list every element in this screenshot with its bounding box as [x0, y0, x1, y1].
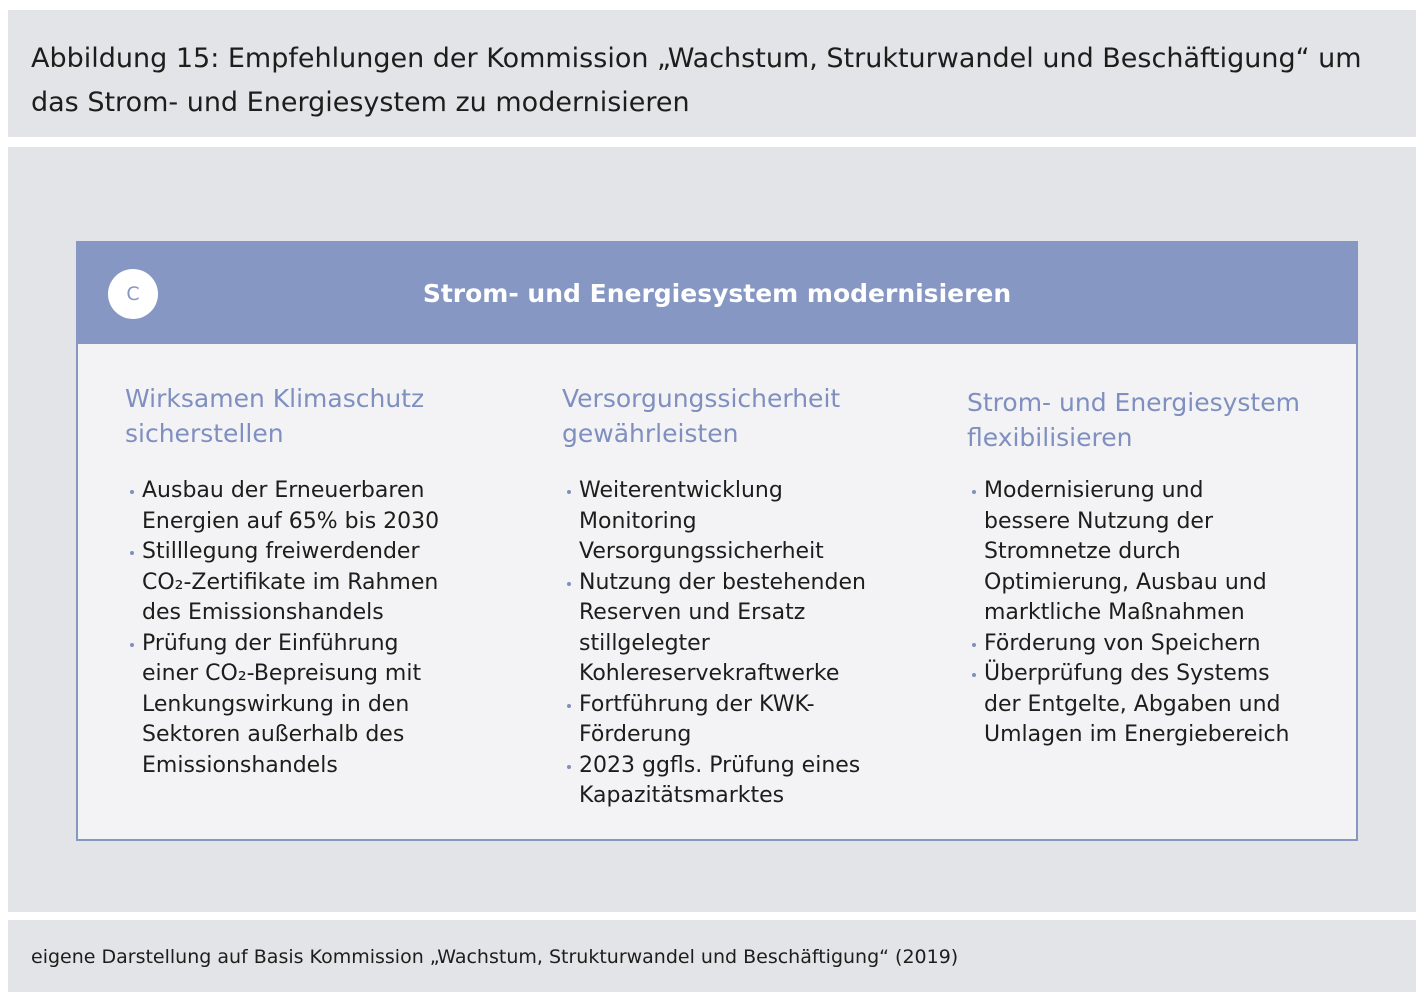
bullet-text-line: Versorgungssicherheit: [579, 539, 824, 564]
figure-area: [8, 147, 1416, 912]
bullet-item: [562, 751, 942, 812]
bullet-text-line: Energien auf 65% bis 2030: [142, 508, 440, 534]
bullet-text-line: Förderung: [579, 722, 692, 747]
bullet-text-line: des Emissionshandels: [142, 600, 384, 625]
bullet-item: [967, 629, 1337, 660]
bullet-text-line: bessere Nutzung der: [984, 508, 1214, 534]
bullet-text-line: Förderung von Speichern: [984, 630, 1261, 656]
figure-title-line-2: das Strom- und Energiesystem zu modernisieren: [31, 87, 690, 118]
bullet-text-line: Modernisierung und: [984, 478, 1204, 503]
bullet-dot-icon: [130, 643, 134, 647]
bullet-text-line: Stilllegung freiwerdender: [142, 539, 420, 564]
source-band: [8, 920, 1416, 992]
column-versorgungssicherheit: [562, 381, 942, 808]
column-heading-line-2: sicherstellen: [125, 419, 284, 448]
bullet-dot-icon: [972, 643, 976, 647]
card-badge: C: [108, 269, 158, 319]
figure-title-band: [8, 10, 1416, 137]
bullet-dot-icon: [972, 490, 976, 494]
bullet-text-line: Monitoring: [579, 508, 697, 534]
card-header: [78, 243, 1356, 344]
bullet-item: [562, 568, 942, 690]
figure-title: [31, 37, 1416, 125]
bullet-dot-icon: [567, 765, 571, 769]
bullet-text-line: marktliche Maßnahmen: [984, 600, 1245, 625]
bullet-text-line: Reserven und Ersatz: [579, 600, 806, 625]
bullet-text-line: Emissionshandels: [142, 752, 338, 778]
bullet-dot-icon: [567, 582, 571, 586]
bullet-dot-icon: [130, 551, 134, 555]
bullet-text-line: 2023 ggfls. Prüfung eines: [579, 752, 861, 778]
recommendation-card: [76, 241, 1358, 841]
bullet-list: [562, 476, 942, 812]
bullet-text-line: Optimierung, Ausbau und: [984, 569, 1267, 595]
source-note: eigene Darstellung auf Basis Kommission „Wachstum, Strukturwandel und Beschäftigung“ (2019): [31, 946, 959, 968]
bullet-text-line: Kapazitätsmarktes: [579, 783, 785, 808]
bullet-text-line: Kohlereservekraftwerke: [579, 661, 840, 686]
bullet-text-line: Stromnetze durch: [984, 539, 1181, 564]
bullet-dot-icon: [567, 704, 571, 708]
column-klimaschutz: [125, 381, 495, 778]
bullet-text-line: Umlagen im Energiebereich: [984, 722, 1290, 747]
bullet-item: [967, 659, 1337, 751]
bullet-dot-icon: [972, 673, 976, 677]
column-flexibilisieren: [967, 381, 1337, 747]
bullet-text-line: Ausbau der Erneuerbaren: [142, 478, 425, 503]
bullet-item: [562, 476, 942, 568]
column-heading-line-1: Versorgungssicherheit: [562, 384, 841, 413]
bullet-text-line: Weiterentwicklung: [579, 478, 783, 503]
column-heading-line-2: flexibilisieren: [967, 423, 1133, 452]
bullet-item: [125, 629, 495, 782]
bullet-item: [967, 476, 1337, 629]
column-heading-line-1: Strom- und Energiesystem: [967, 388, 1300, 417]
bullet-text-line: einer CO₂-Bepreisung mit: [142, 661, 422, 686]
bullet-item: [125, 476, 495, 537]
bullet-text-line: stillgelegter: [579, 630, 710, 656]
column-heading-line-2: gewährleisten: [562, 419, 739, 448]
bullet-text-line: Fortführung der KWK-: [579, 691, 815, 717]
column-heading: [125, 381, 495, 451]
figure-title-line-1: Abbildung 15: Empfehlungen der Kommission „Wachstum, Strukturwandel und Beschäftigung“ um: [31, 43, 1362, 74]
bullet-text-line: Lenkungswirkung in den: [142, 691, 410, 717]
column-heading-line-1: Wirksamen Klimaschutz: [125, 384, 425, 413]
bullet-text-line: der Entgelte, Abgaben und: [984, 691, 1281, 717]
bullet-text-line: Nutzung der bestehenden: [579, 569, 866, 595]
column-heading: [562, 381, 942, 451]
bullet-item: [125, 537, 495, 629]
column-heading: [967, 385, 1337, 455]
bullet-text-line: Sektoren außerhalb des: [142, 722, 405, 747]
bullet-dot-icon: [130, 490, 134, 494]
bullet-text-line: Prüfung der Einführung: [142, 630, 399, 656]
bullet-list: [967, 476, 1337, 751]
bullet-item: [562, 690, 942, 751]
bullet-text-line: CO₂-Zertifikate im Rahmen: [142, 569, 439, 595]
card-title: Strom- und Energiesystem modernisieren: [422, 279, 1012, 308]
bullet-dot-icon: [567, 490, 571, 494]
bullet-text-line: Überprüfung des Systems: [984, 661, 1270, 686]
bullet-list: [125, 476, 495, 781]
